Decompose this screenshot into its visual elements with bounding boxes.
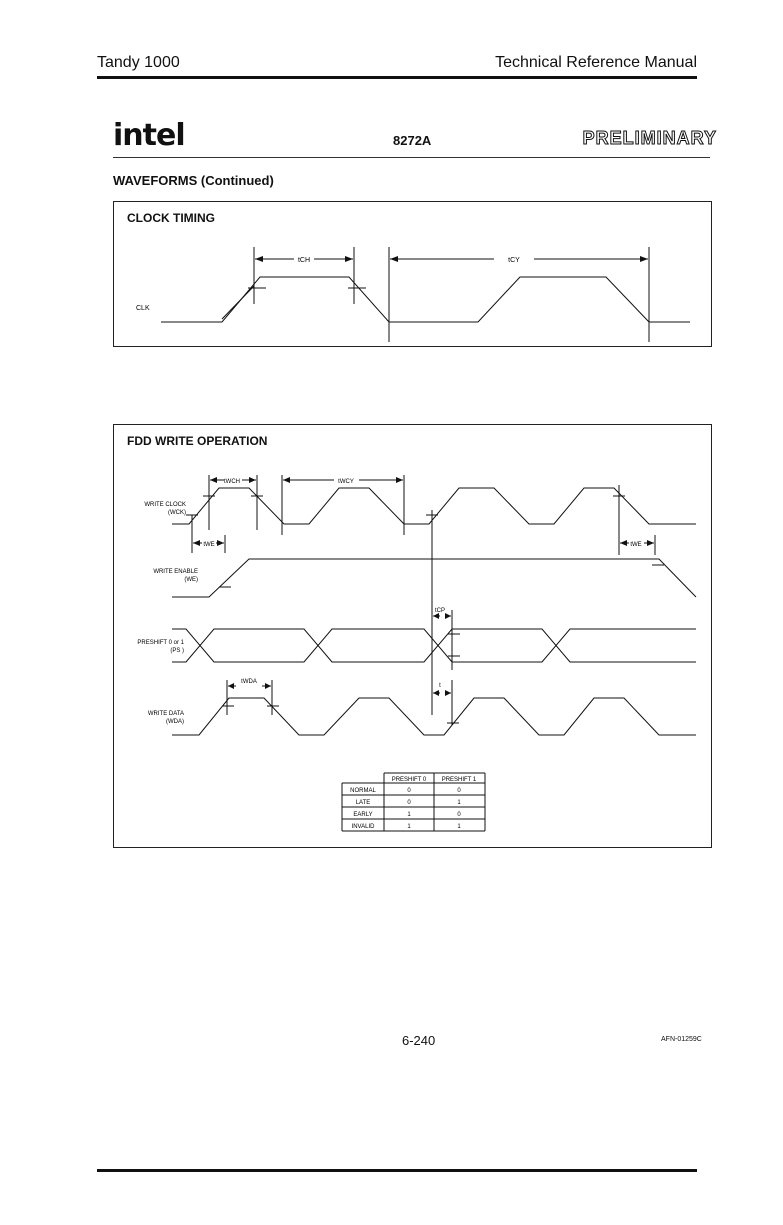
we-label-line1: WRITE ENABLE: [153, 569, 198, 575]
wda-label-line2: (WDA): [166, 719, 184, 725]
subheader-divider: [113, 157, 710, 158]
ps-label-line1: PRESHIFT 0 or 1: [137, 640, 184, 646]
twcy-label: tWCY: [338, 479, 354, 485]
table-cell-row3-ps0: 1: [407, 824, 411, 830]
we-label-line2: (WE): [184, 577, 198, 583]
table-cell-row2-ps1: 0: [457, 812, 461, 818]
twch-label: tWCH: [224, 479, 240, 485]
figure-code: AFN-01259C: [661, 1036, 702, 1043]
fdd-write-panel: [113, 424, 712, 848]
intel-logo: intel: [113, 118, 185, 153]
section-title: WAVEFORMS (Continued): [113, 173, 274, 188]
twe-off-label: tWE: [630, 542, 642, 548]
clock-waveform: [114, 202, 711, 346]
table-cell-row1-ps0: 0: [407, 800, 411, 806]
table-cell-row1-ps1: 1: [457, 800, 461, 806]
chip-number: 8272A: [393, 133, 432, 148]
clock-timing-panel: [113, 201, 712, 347]
wda-label-line1: WRITE DATA: [147, 711, 184, 717]
table-cell-row1-label: LATE: [355, 800, 371, 806]
fdd-waveforms: [114, 425, 711, 847]
header-divider: [97, 76, 697, 79]
preliminary-stamp: PRELIMINARY: [582, 128, 717, 148]
header-manual-title: Technical Reference Manual: [495, 54, 697, 71]
footer-divider: [97, 1169, 697, 1172]
page-number: 6-240: [402, 1033, 436, 1048]
table-header-preshift1: PRESHIFT 1: [441, 777, 477, 783]
table-cell-row2-ps0: 1: [407, 812, 411, 818]
table-cell-row3-label: INVALID: [351, 824, 375, 830]
wck-label-line1: WRITE CLOCK: [144, 502, 186, 508]
clock-timing-title: CLOCK TIMING: [127, 211, 215, 225]
clk-signal-label: CLK: [136, 305, 150, 312]
table-cell-row2-label: EARLY: [353, 812, 373, 818]
tcd-label: t: [439, 683, 441, 689]
twda-label: tWDA: [241, 679, 257, 685]
table-header-preshift0: PRESHIFT 0: [391, 777, 427, 783]
ps-label-line2: (PS ): [170, 648, 184, 654]
table-cell-row3-ps1: 1: [457, 824, 461, 830]
table-cell-row0-ps0: 0: [407, 788, 411, 794]
wck-label-line2: (WCK): [168, 510, 186, 516]
twck-we-label: tWE: [203, 542, 215, 548]
tcy-label: tCY: [508, 257, 520, 264]
header-manual-name: Tandy 1000: [97, 54, 180, 71]
tcp-label: tCP: [434, 608, 446, 614]
table-cell-row0-label: NORMAL: [350, 788, 376, 794]
table-cell-row0-ps1: 0: [457, 788, 461, 794]
tch-label: tCH: [297, 257, 311, 264]
fdd-write-title: FDD WRITE OPERATION: [127, 434, 268, 448]
